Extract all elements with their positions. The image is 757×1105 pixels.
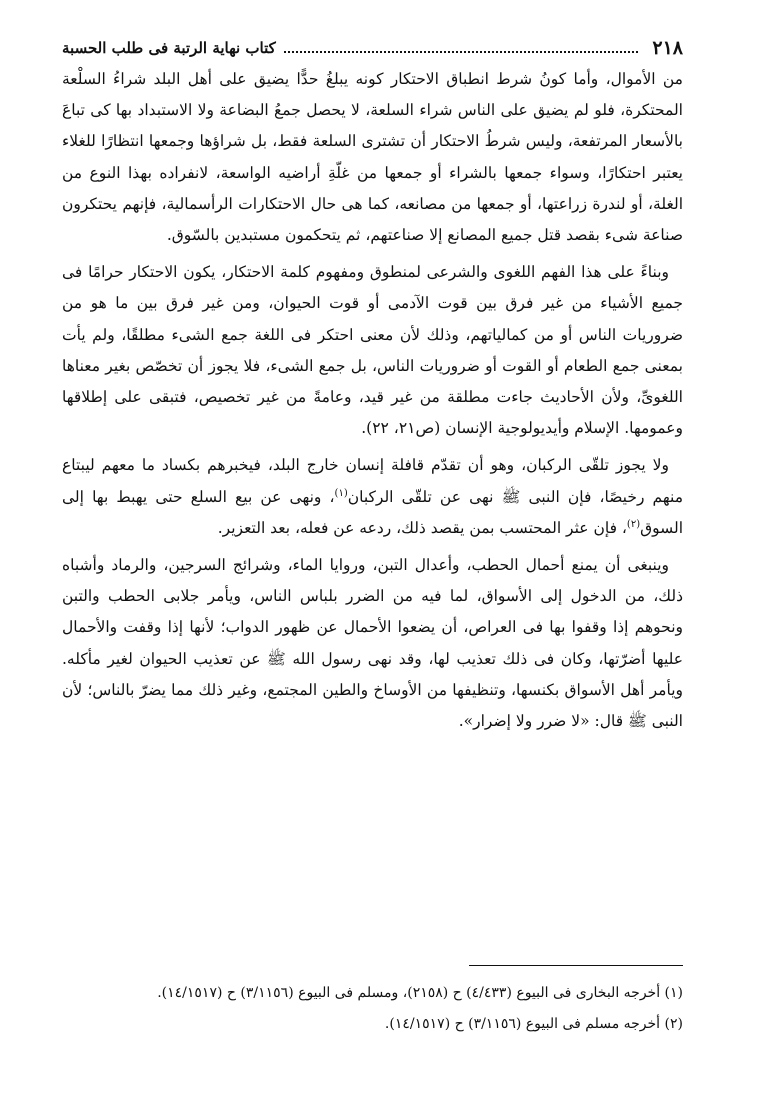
paragraph-3	[62, 450, 683, 544]
paragraph-3-part-c: ، فإن عثر المحتسب بمن يقصد ذلك، ردعه عن فعله، بعد التعزير.	[217, 518, 627, 537]
paragraph-3-part-a: ولا يجوز تلقّى الركبان، وهو أن تقدّم قافلة إنسان خارج البلد، فيخبرهم بكساد ما معهم ليبتاع منهم رخيصًا، فإن النبى ﷺ نهى عن تلقّى الركبان	[62, 456, 683, 506]
footnote-separator	[469, 965, 683, 966]
footnote-ref-2[interactable]: (٢)	[626, 518, 641, 530]
running-title: كتاب نهاية الرتبة فى طلب الحسبة	[62, 39, 276, 57]
header-dotted-leader	[284, 49, 639, 53]
footnotes	[62, 980, 683, 1042]
footnote-ref-1[interactable]: (١)	[334, 487, 348, 499]
footnote-1: (١) أخرجه البخارى فى البيوع (٤/٤٣٣) ح (٢١٥٨)، ومسلم فى البيوع (٣/١١٥٦) ح (١٤/١٥١٧).	[157, 985, 683, 1001]
main-text	[62, 64, 683, 743]
page-number: ٢١٨	[652, 37, 683, 59]
footnote-2: (٢) أخرجه مسلم فى البيوع (٣/١١٥٦) ح (١٤/١٥١٧).	[384, 1016, 683, 1032]
running-header	[62, 30, 683, 66]
paragraph-2: وبناءً على هذا الفهم اللغوى والشرعى لمنطوق ومفهوم كلمة الاحتكار، يكون الاحتكار حرامًا فى جميع الأشياء من غير فرق بين قوت الآدمى أو قوت الحيوان، ومن غير فرق بين ما هو من ضروريات الناس أو من كمالياتهم، وذلك لأن معنى احتكر فى اللغة جمع الشىء مطلقًا، ولم يأت بمعنى جمع الطعام أو القوت أو ضروريات الناس، بل جمع الشىء، فلا يجوز أن تخصّص بغير معناها اللغوىِّ، ولأن الأحاديث جاءت مطلقة من غير قيد، وعامةً من غير تخصيص، فتبقى على إطلاقها وعمومها. الإسلام وأيديولوجية الإنسان (ص٢١، ٢٢).	[62, 263, 683, 438]
paragraph-3-part-b: ، ونهى عن بيع السلع حتى يهبط بها إلى السوق	[62, 487, 683, 537]
paragraph-4: وينبغى أن يمنع أحمال الحطب، وأعدال التبن، وروايا الماء، وشرائج السرجين، والرماد وأشباه ذلك، من الدخول إلى الأسواق، لما فيه من الضرر بلباس الناس، ويأمر جلابى الحطب والتبن ونحوهم إذا وقفوا بها فى العراص، أن يضعوا الأحمال عن ظهور الدواب؛ لأنها إذا وقفت والأحمال عليها أضرّتها، وكان فى ذلك تعذيب لها، وقد نهى رسول الله ﷺ عن تعذيب الحيوان لغير مأكله. ويأمر أهل الأسواق بكنسها، وتنظيفها من الأوساخ والطين المجتمع، وغير ذلك مما يضرّ بالناس؛ لأن النبى ﷺ قال: «لا ضرر ولا إضرار».	[62, 556, 683, 731]
paragraph-1: من الأموال، وأما كونُ شرط انطباق الاحتكار كونه يبلغُ حدًّا يضيق على أهل البلد شراءُ السلْعة المحتكرة، فلو لم يضيق على الناس شراء السلعة، لا يحصل جمعُ البضاعة ولا الاستبداد بها كى تباعَ بالأسعار المرتفعة، وليس شرطُ الاحتكار أن تشترى السلعة فقط، بل شراؤها وجمعها انتظارًا للغلاء يعتبر احتكارًا، وسواء جمعها بالشراء أو جمعها من غلّةِ أراضيه الواسعة، لانفراده بهذا النوع من الغلة، أو لندرة زراعتها، أو جمعها من مصانعه، كما هى حال الاحتكارات الرأسمالية، فإنهم يحتكرون صناعة شىء بقصد قتل جميع المصانع إلا صناعتهم، ثم يتحكمون مستبدين بالسّوق.	[62, 70, 683, 245]
